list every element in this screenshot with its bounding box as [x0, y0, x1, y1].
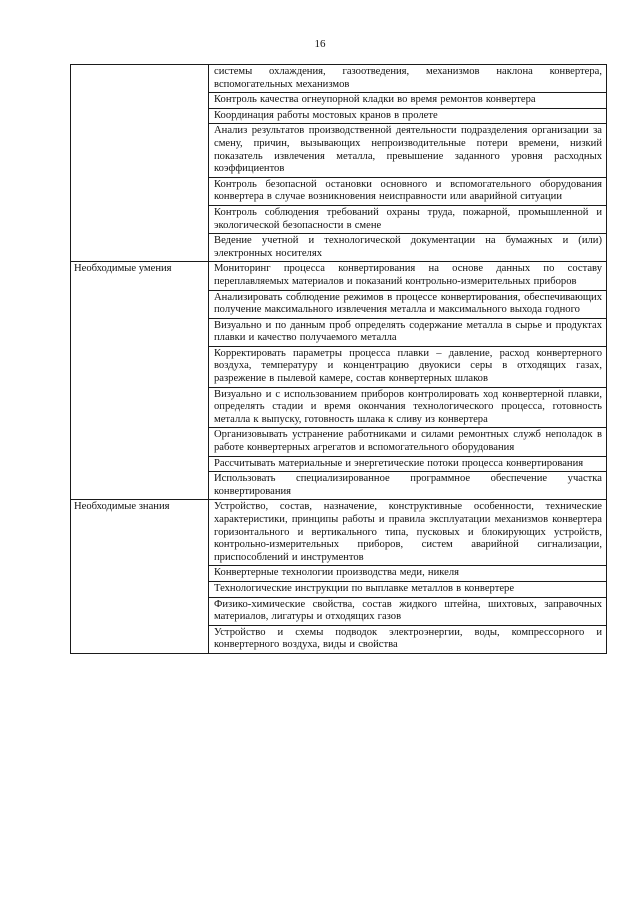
requirement-item: Конвертерные технологии производства меди, никеля: [209, 566, 607, 582]
requirement-item: Мониторинг процесса конвертирования на основе данных по составу переплавляемых материалов и показаний контрольно-измерительных приборов: [209, 262, 607, 290]
requirement-item: Использовать специализированное программное обеспечение участка конвертирования: [209, 472, 607, 500]
table-row: [71, 65, 607, 93]
page-number: 16: [314, 38, 326, 50]
requirement-item: Устройство, состав, назначение, конструктивные особенности, технические характеристики, принципы работы и правила эксплуатации механизмов конвертера горизонтального и вертикального типа, пусковых и блокирующих устройств, контрольно-измерительных приборов, систем аварийной сигнализации, приспособлений и инструментов: [209, 500, 607, 566]
requirement-item: Контроль безопасной остановки основного и вспомогательного оборудования конвертера в случае возникновения неисправности или аварийной ситуации: [209, 177, 607, 205]
requirement-item: Технологические инструкции по выплавке металлов в конвертере: [209, 581, 607, 597]
requirement-item: Организовывать устранение работниками и силами ремонтных служб неполадок в работе конвертерных агрегатов и вспомогательного оборудования: [209, 428, 607, 456]
requirement-item: Контроль качества огнеупорной кладки во время ремонтов конвертера: [209, 93, 607, 109]
qualification-table: [70, 64, 607, 654]
requirement-item: Анализировать соблюдение режимов в процессе конвертирования, обеспечивающих получение максимального извлечения металла и максимального выхода годного: [209, 290, 607, 318]
requirement-item: Ведение учетной и технологической документации на бумажных и (или) электронных носителях: [209, 234, 607, 262]
requirement-item: Анализ результатов производственной деятельности подразделения организации за смену, причин, вызывающих непроизводительные потери времени, низкий показатель извлечения металла, превышение заданного уровня расходных коэффициентов: [209, 124, 607, 177]
table-row: [71, 262, 607, 290]
section-label: Необходимые знания: [71, 500, 209, 654]
requirement-item: Рассчитывать материальные и энергетические потоки процесса конвертирования: [209, 456, 607, 472]
requirement-item: Устройство и схемы подводок электроэнергии, воды, компрессорного и конвертерного воздуха, виды и свойства: [209, 625, 607, 653]
table-body: [71, 65, 607, 654]
section-label: Необходимые умения: [71, 262, 209, 500]
requirement-item: системы охлаждения, газоотведения, механизмов наклона конвертера, вспомогательных механизмов: [209, 65, 607, 93]
requirement-item: Визуально и с использованием приборов контролировать ход конвертерной плавки, определять стадии и время окончания технологического процесса, готовность металла к выпуску, готовность шлака к сливу из конвертера: [209, 387, 607, 428]
requirement-item: Физико-химические свойства, состав жидкого штейна, шихтовых, заправочных материалов, лигатуры и отходящих газов: [209, 597, 607, 625]
requirement-item: Контроль соблюдения требований охраны труда, пожарной, промышленной и экологической безопасности в смене: [209, 205, 607, 233]
requirement-item: Координация работы мостовых кранов в пролете: [209, 108, 607, 124]
section-label: [71, 65, 209, 262]
requirement-item: Визуально и по данным проб определять содержание металла в сырье и продуктах плавки и качество получаемого металла: [209, 318, 607, 346]
table-row: [71, 500, 607, 566]
requirement-item: Корректировать параметры процесса плавки – давление, расход конвертерного воздуха, температуру и концентрацию двуокиси серы в отходящих газах, разрежение в пылевой камере, состав конвертерных шлаков: [209, 346, 607, 387]
